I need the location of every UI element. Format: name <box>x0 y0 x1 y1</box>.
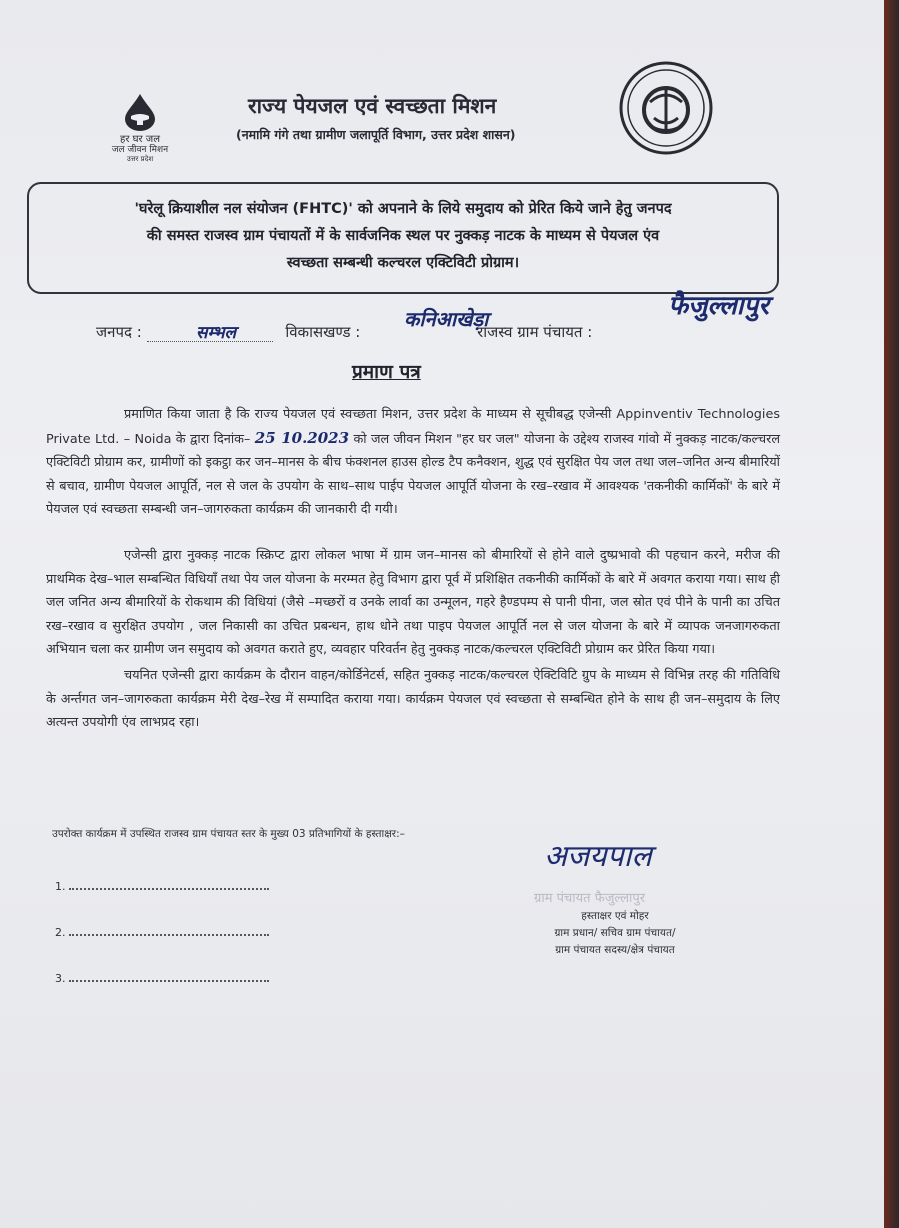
location-line <box>96 322 592 342</box>
paragraph-1-start: प्रमाणित किया जाता है कि राज्य पेयजल एवं स्वच्छता मिशन, उत्तर प्रदेश के माध्यम से सूचीबद्ध एजेन्सी Appinventiv Technologies Private Ltd. – Noida के द्वारा दिनांक– <box>46 407 780 447</box>
paragraph-3 <box>46 664 780 735</box>
program-date: 25 10.2023 <box>254 428 350 447</box>
paragraph-2 <box>46 544 780 662</box>
gram-panchayat-value: फैजुल्लापुर <box>668 291 769 321</box>
participant-number: 3. <box>55 972 66 985</box>
logo-line-2: जल जीवन मिशन <box>111 145 169 155</box>
logo-line-1: हर घर जल <box>120 134 160 145</box>
banner-line-2: की समस्त राजस्व ग्राम पंचायतों में के सार्वजनिक स्थल पर नुक्कड़ नाटक के माध्यम से पेयजल एंव <box>146 228 660 244</box>
block-label: विकासखण्ड : <box>285 323 361 341</box>
district-value: सम्भल <box>196 323 237 343</box>
certificate-title: प्रमाण पत्र <box>352 361 421 383</box>
water-drop-icon <box>119 92 161 132</box>
paragraph-1 <box>46 403 780 522</box>
logo-line-3: उत्तर प्रदेश <box>126 155 154 163</box>
sign-label-2: ग्राम प्रधान/ सचिव ग्राम पंचायत/ <box>554 927 676 939</box>
gp-label: राजस्व ग्राम पंचायत : <box>477 323 593 341</box>
banner-line-1: 'घरेलू क्रियाशील नल संयोजन (FHTC)' को अपनाने के लिये समुदाय को प्रेरित किये जाने हेतु जनपद <box>134 201 672 217</box>
up-government-seal-icon <box>618 60 714 156</box>
participant-signature-line <box>55 926 269 939</box>
har-ghar-jal-logo <box>100 92 180 163</box>
paragraph-3-text: चयनित एजेन्सी द्वारा कार्यक्रम के दौरान वाहन/कोर्डिनेटर्स, सहित नुक्कड़ नाटक/कल्चरल ऐक्टिविटि ग्रुप के माध्यम से विभिन्न तरह की गतिविधि के अर्न्तगत जन–जागरुकता कार्यक्रम मेरी देख–रेख में सम्पादित कराया गया। कार्यक्रम पेयजल एवं स्वच्छता से सम्बन्धित होने के साथ ही जन–समुदाय के लिए अत्यन्त उपयोगी एंव लाभप्रद रहा। <box>46 668 780 730</box>
sign-label-1: हस्ताक्षर एवं मोहर <box>581 910 649 922</box>
block-value: कनिआखेड़ा <box>404 307 489 331</box>
participant-number: 2. <box>55 926 66 939</box>
sign-label-3: ग्राम पंचायत सदस्य/क्षेत्र पंचायत <box>555 944 675 956</box>
handwritten-signature: अजयपाल <box>544 839 652 874</box>
participant-signature-line <box>55 972 269 985</box>
org-subtitle: (नमामि गंगे तथा ग्रामीण जलापूर्ति विभाग, उत्तर प्रदेश शासन) <box>236 127 516 142</box>
participants-note: उपरोक्त कार्यक्रम में उपस्थित राजस्व ग्राम पंचायत स्तर के मुख्य 03 प्रतिभागियों के हस्ताक्षर:– <box>52 828 405 840</box>
paragraph-2-text: एजेन्सी द्वारा नुक्कड़ नाटक स्क्रिप्ट द्वारा लोकल भाषा में ग्राम जन–मानस को बीमारियों से होने वाले दुष्प्रभावो की पहचान करने, मरीज की प्राथमिक देख–भाल सम्बन्धित विधियाँ तथा पेय जल योजना के मरम्मत हेतु विभाग द्वारा पूर्व में प्रशिक्षित तकनीकी कार्मिकों के बारे में अवगत कराया गया। साथ ही जल जनित अन्य बीमारियों के रोकथाम की विधियां (जैसे –मच्छरों व उनके लार्वा का उन्मूलन, गहरे हैण्डपम्प से पानी पीना, जल स्रोत एवं पीने के पानी का उचित रख–रखाव व सुरक्षित उपयोग , जल निकासी का उचित प्रबन्धन, हाथ धोने तथा पाइप पेयजल आपूर्ति नल से जल योजना के बारे में व्यापक जनजागरुकता अभियान चला कर ग्रामीण जन समुदाय को अवगत कराते हुए, व्यवहार परिवर्तन हेतु नुक्कड़ नाटक/कल्चरल एक्टिविटी प्रोग्राम कर प्रेरित किया गया। <box>46 548 780 657</box>
program-banner <box>27 182 779 294</box>
district-label: जनपद : <box>96 323 142 341</box>
paragraph-1-end: को जल जीवन मिशन "हर घर जल" योजना के उद्देश्य राजस्व गांवो में नुक्कड़ नाटक/कल्चरल एक्टिविटी प्रोग्राम कर, ग्रामीणों को इकट्ठा कर जन–मानस के बीच फंक्शनल हाउस होल्ड टैप कनैक्शन, शुद्ध एवं सुरक्षित पेय जल तथा जल–जनित अन्य बीमारियों से बचाव, ग्रामीण पेयजल आपूर्ति, नल से जल के उपयोग के साथ–साथ पाईप पेयजल आपूर्ति योजना के रख–रखाव में आवश्यक 'तकनीकी कार्मिकों' के बारे में पेयजल एवं स्वच्छता सम्बन्धी जन–जागरुकता कार्यक्रम की जानकारी दी गयी। <box>46 431 780 517</box>
signatory-labels <box>510 908 720 959</box>
banner-line-3: स्वच्छता सम्बन्धी कल्चरल एक्टिविटी प्रोग्राम। <box>286 255 520 271</box>
photo-edge <box>884 0 899 1228</box>
participant-signature-line <box>55 880 269 893</box>
org-title: राज्य पेयजल एवं स्वच्छता मिशन <box>248 94 497 118</box>
faint-stamp: ग्राम पंचायत फैजुल्लापुर <box>534 891 646 906</box>
participant-number: 1. <box>55 880 66 893</box>
